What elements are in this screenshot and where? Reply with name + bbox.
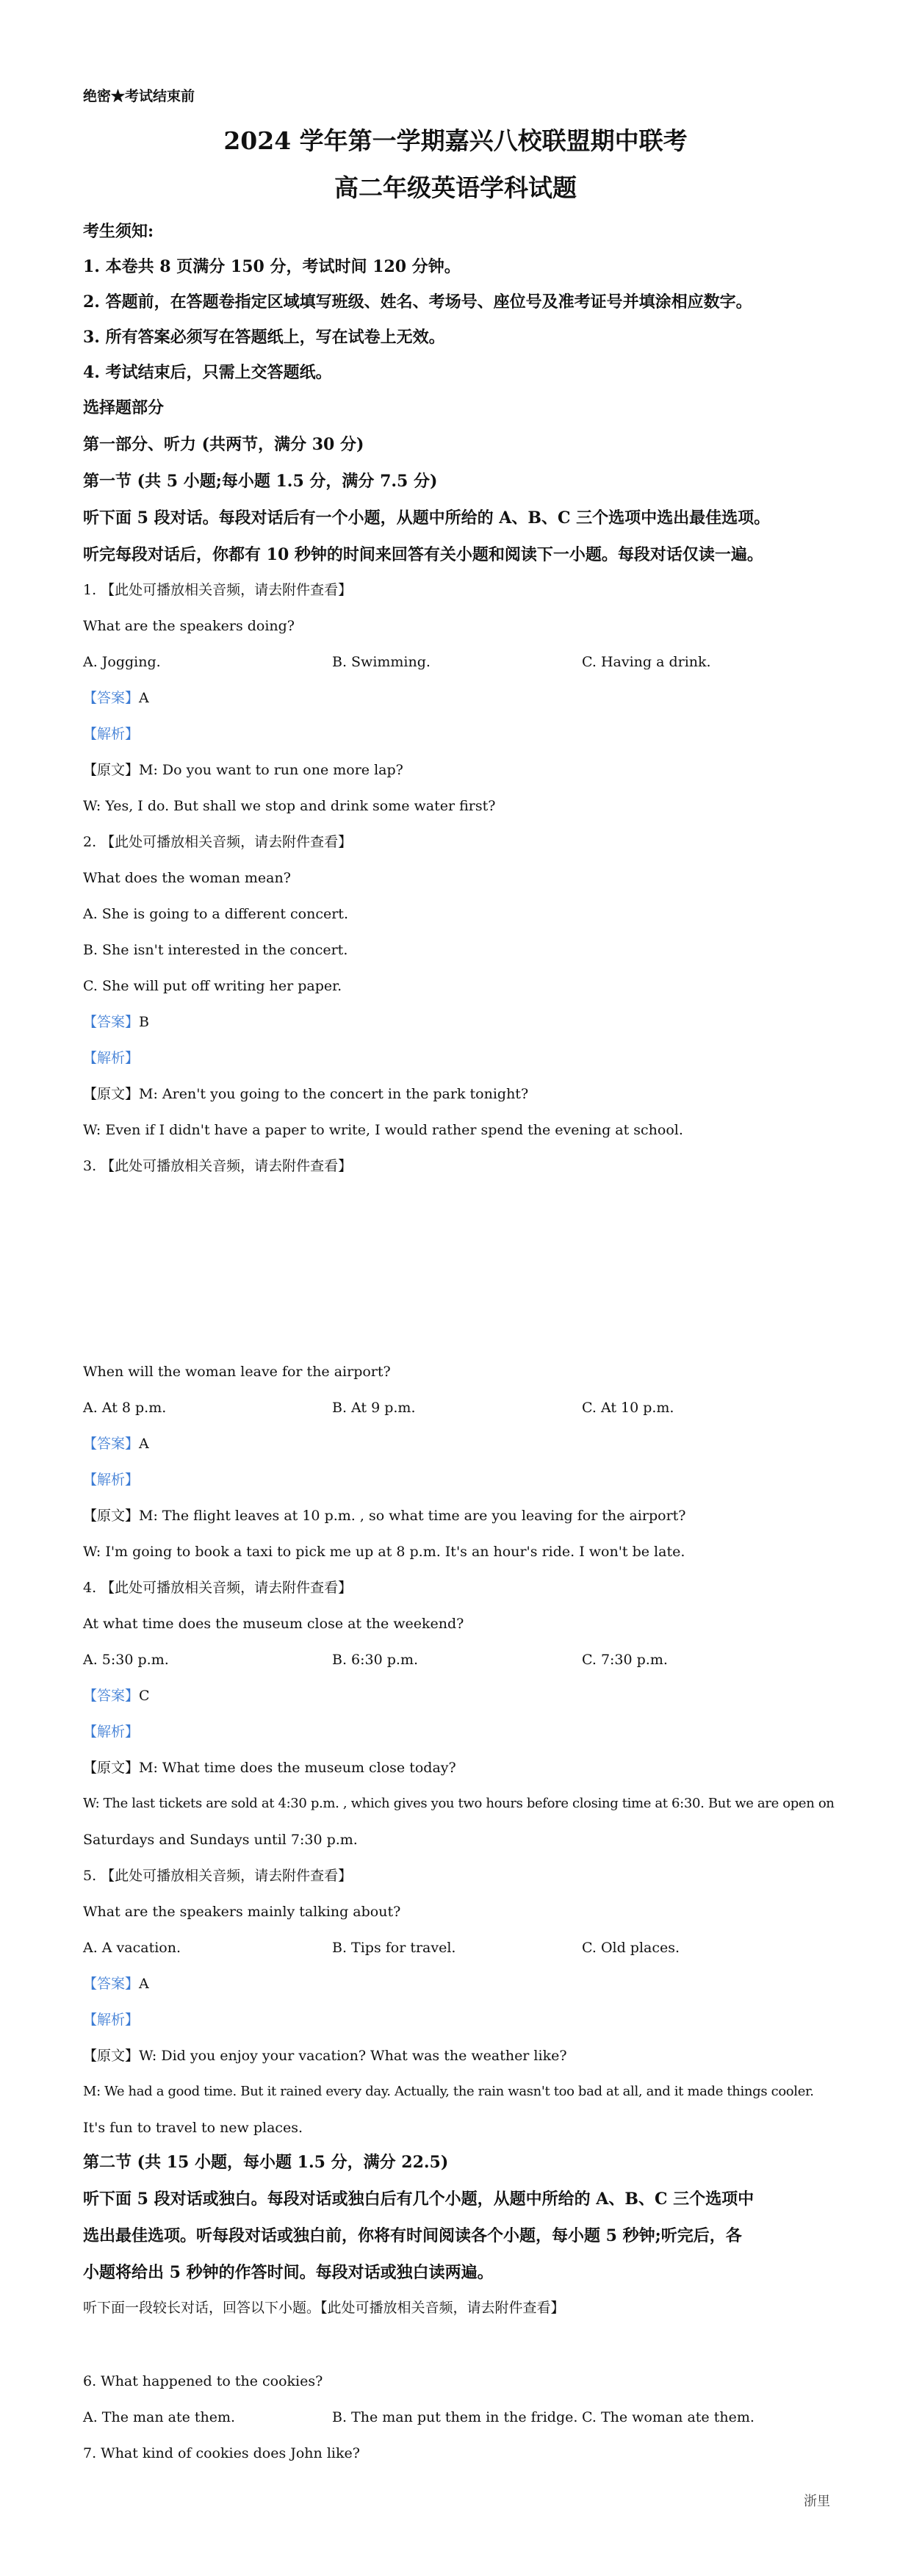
question-text: When will the woman leave for the airport?: [83, 1364, 391, 1380]
notice-heading: 考生须知:: [83, 222, 154, 241]
sec2-title: 第二节 (共 15 小题，每小题 1.5 分，满分 22.5): [83, 2153, 449, 2172]
option-a: A. At 8 p.m.: [83, 1400, 167, 1416]
analysis-tag: 【解析】: [83, 2012, 140, 2028]
answer-tag: 【答案】: [83, 1688, 140, 1704]
question-audio-note: 2. 【此处可播放相关音频，请去附件查看】: [83, 834, 353, 850]
original-text: It's fun to travel to new places.: [83, 2120, 303, 2136]
sec2-instruction: 听下面 5 段对话或独白。每段对话或独白后有几个小题，从题中所给的 A、B、C 三个选项中: [83, 2190, 755, 2209]
option-a: A. A vacation.: [83, 1940, 181, 1956]
original-line: [83, 760, 403, 780]
listen-note: 听下面一段较长对话，回答以下小题。【此处可播放相关音频，请去附件查看】: [83, 2300, 565, 2316]
option-b: B. She isn't interested in the concert.: [83, 942, 348, 958]
original-line: [83, 1084, 528, 1104]
option-b: B. The man put them in the fridge.: [332, 2409, 578, 2425]
sec1-title: 第一节 (共 5 小题;每小题 1.5 分，满分 7.5 分): [83, 472, 438, 491]
original-text: Saturdays and Sundays until 7:30 p.m.: [83, 1832, 358, 1848]
question-audio-note: 3. 【此处可播放相关音频，请去附件查看】: [83, 1158, 353, 1174]
answer-value: A: [139, 690, 149, 706]
option-a: A. 5:30 p.m.: [83, 1652, 169, 1668]
notice-item: 1. 本卷共 8 页满分 150 分，考试时间 120 分钟。: [83, 257, 461, 276]
option-c: C. At 10 p.m.: [582, 1400, 674, 1416]
option-a: A. Jogging.: [83, 654, 161, 670]
option-c: C. Old places.: [582, 1940, 680, 1956]
original-text: W: Even if I didn't have a paper to write, I would rather spend the evening at school.: [83, 1122, 683, 1138]
analysis-tag: 【解析】: [83, 1050, 140, 1066]
option-c: C. She will put off writing her paper.: [83, 978, 342, 994]
option-c: C. The woman ate them.: [582, 2409, 755, 2425]
analysis-tag: 【解析】: [83, 1472, 140, 1488]
sec1-instruction: 听完每段对话后，你都有 10 秒钟的时间来回答有关小题和阅读下一小题。每段对话仅读一遍。: [83, 545, 763, 564]
notice-item: 2. 答题前，在答题卷指定区域填写班级、姓名、考场号、座位号及准考证号并填涂相应数字。: [83, 292, 752, 312]
original-text: W: Did you enjoy your vacation? What was the weather like?: [139, 2048, 567, 2064]
answer-value: C: [139, 1688, 150, 1704]
answer-value: A: [139, 1436, 149, 1452]
option-a: A. The man ate them.: [83, 2409, 236, 2425]
original-text: M: The flight leaves at 10 p.m. , so what time are you leaving for the airport?: [139, 1508, 686, 1524]
option-b: B. Tips for travel.: [332, 1940, 456, 1956]
footer-mark: 浙里: [804, 2494, 830, 2509]
original-tag: 【原文】: [83, 1086, 140, 1102]
answer-tag: 【答案】: [83, 690, 140, 706]
notice-item: 3. 所有答案必须写在答题纸上，写在试卷上无效。: [83, 328, 445, 347]
original-text: M: Do you want to run one more lap?: [139, 762, 403, 778]
answer-line: [83, 688, 149, 708]
original-tag: 【原文】: [83, 1508, 140, 1524]
question-text: 6. What happened to the cookies?: [83, 2373, 323, 2389]
secret-label: 绝密★考试结束前: [83, 88, 195, 104]
analysis-tag: 【解析】: [83, 726, 140, 742]
exam-subtitle: 高二年级英语学科试题: [334, 173, 577, 202]
option-b: B. 6:30 p.m.: [332, 1652, 419, 1668]
option-b: B. At 9 p.m.: [332, 1400, 416, 1416]
original-text: W: The last tickets are sold at 4:30 p.m. , which gives you two hours before closing time at 6:30. But we are open on: [83, 1796, 835, 1811]
option-b: B. Swimming.: [332, 654, 431, 670]
question-text: What does the woman mean?: [83, 870, 291, 886]
answer-line: [83, 1434, 149, 1453]
sec1-instruction: 听下面 5 段对话。每段对话后有一个小题，从题中所给的 A、B、C 三个选项中选出最佳选项。: [83, 508, 771, 528]
question-text: What are the speakers doing?: [83, 618, 295, 634]
answer-line: [83, 1012, 149, 1032]
original-line: [83, 2046, 567, 2065]
part1-title: 第一部分、听力 (共两节，满分 30 分): [83, 435, 364, 454]
question-text: What are the speakers mainly talking about?: [83, 1904, 401, 1920]
question-text: 7. What kind of cookies does John like?: [83, 2445, 360, 2461]
notice-item: 4. 考试结束后，只需上交答题纸。: [83, 363, 332, 382]
question-audio-note: 1. 【此处可播放相关音频，请去附件查看】: [83, 582, 353, 598]
original-tag: 【原文】: [83, 762, 140, 778]
answer-tag: 【答案】: [83, 1976, 140, 1992]
original-tag: 【原文】: [83, 2048, 140, 2064]
original-text: M: We had a good time. But it rained every day. Actually, the rain wasn't too bad at all, and it made things cooler.: [83, 2084, 814, 2099]
question-text: At what time does the museum close at the weekend?: [83, 1616, 464, 1632]
original-text: M: Aren't you going to the concert in the park tonight?: [139, 1086, 529, 1102]
section-select-heading: 选择题部分: [83, 398, 165, 417]
option-c: C. 7:30 p.m.: [582, 1652, 668, 1668]
answer-value: A: [139, 1976, 149, 1992]
original-line: [83, 1758, 456, 1777]
option-c: C. Having a drink.: [582, 654, 711, 670]
question-audio-note: 4. 【此处可播放相关音频，请去附件查看】: [83, 1580, 353, 1596]
exam-title: 2024 学年第一学期嘉兴八校联盟期中联考: [223, 126, 688, 155]
original-text: W: I'm going to book a taxi to pick me up at 8 p.m. It's an hour's ride. I won't be late.: [83, 1544, 685, 1560]
analysis-tag: 【解析】: [83, 1724, 140, 1740]
original-line: [83, 1506, 685, 1525]
answer-line: [83, 1686, 150, 1705]
original-text: W: Yes, I do. But shall we stop and drink some water first?: [83, 798, 496, 814]
original-text: M: What time does the museum close today?: [139, 1760, 456, 1776]
answer-line: [83, 1974, 149, 1993]
original-tag: 【原文】: [83, 1760, 140, 1776]
sec2-instruction: 选出最佳选项。听每段对话或独白前，你将有时间阅读各个小题，每小题 5 秒钟;听完后，各: [83, 2226, 742, 2245]
sec2-instruction: 小题将给出 5 秒钟的作答时间。每段对话或独白读两遍。: [83, 2263, 494, 2282]
question-audio-note: 5. 【此处可播放相关音频，请去附件查看】: [83, 1868, 353, 1884]
option-a: A. She is going to a different concert.: [83, 906, 348, 922]
answer-tag: 【答案】: [83, 1436, 140, 1452]
answer-tag: 【答案】: [83, 1014, 140, 1030]
answer-value: B: [139, 1014, 149, 1030]
